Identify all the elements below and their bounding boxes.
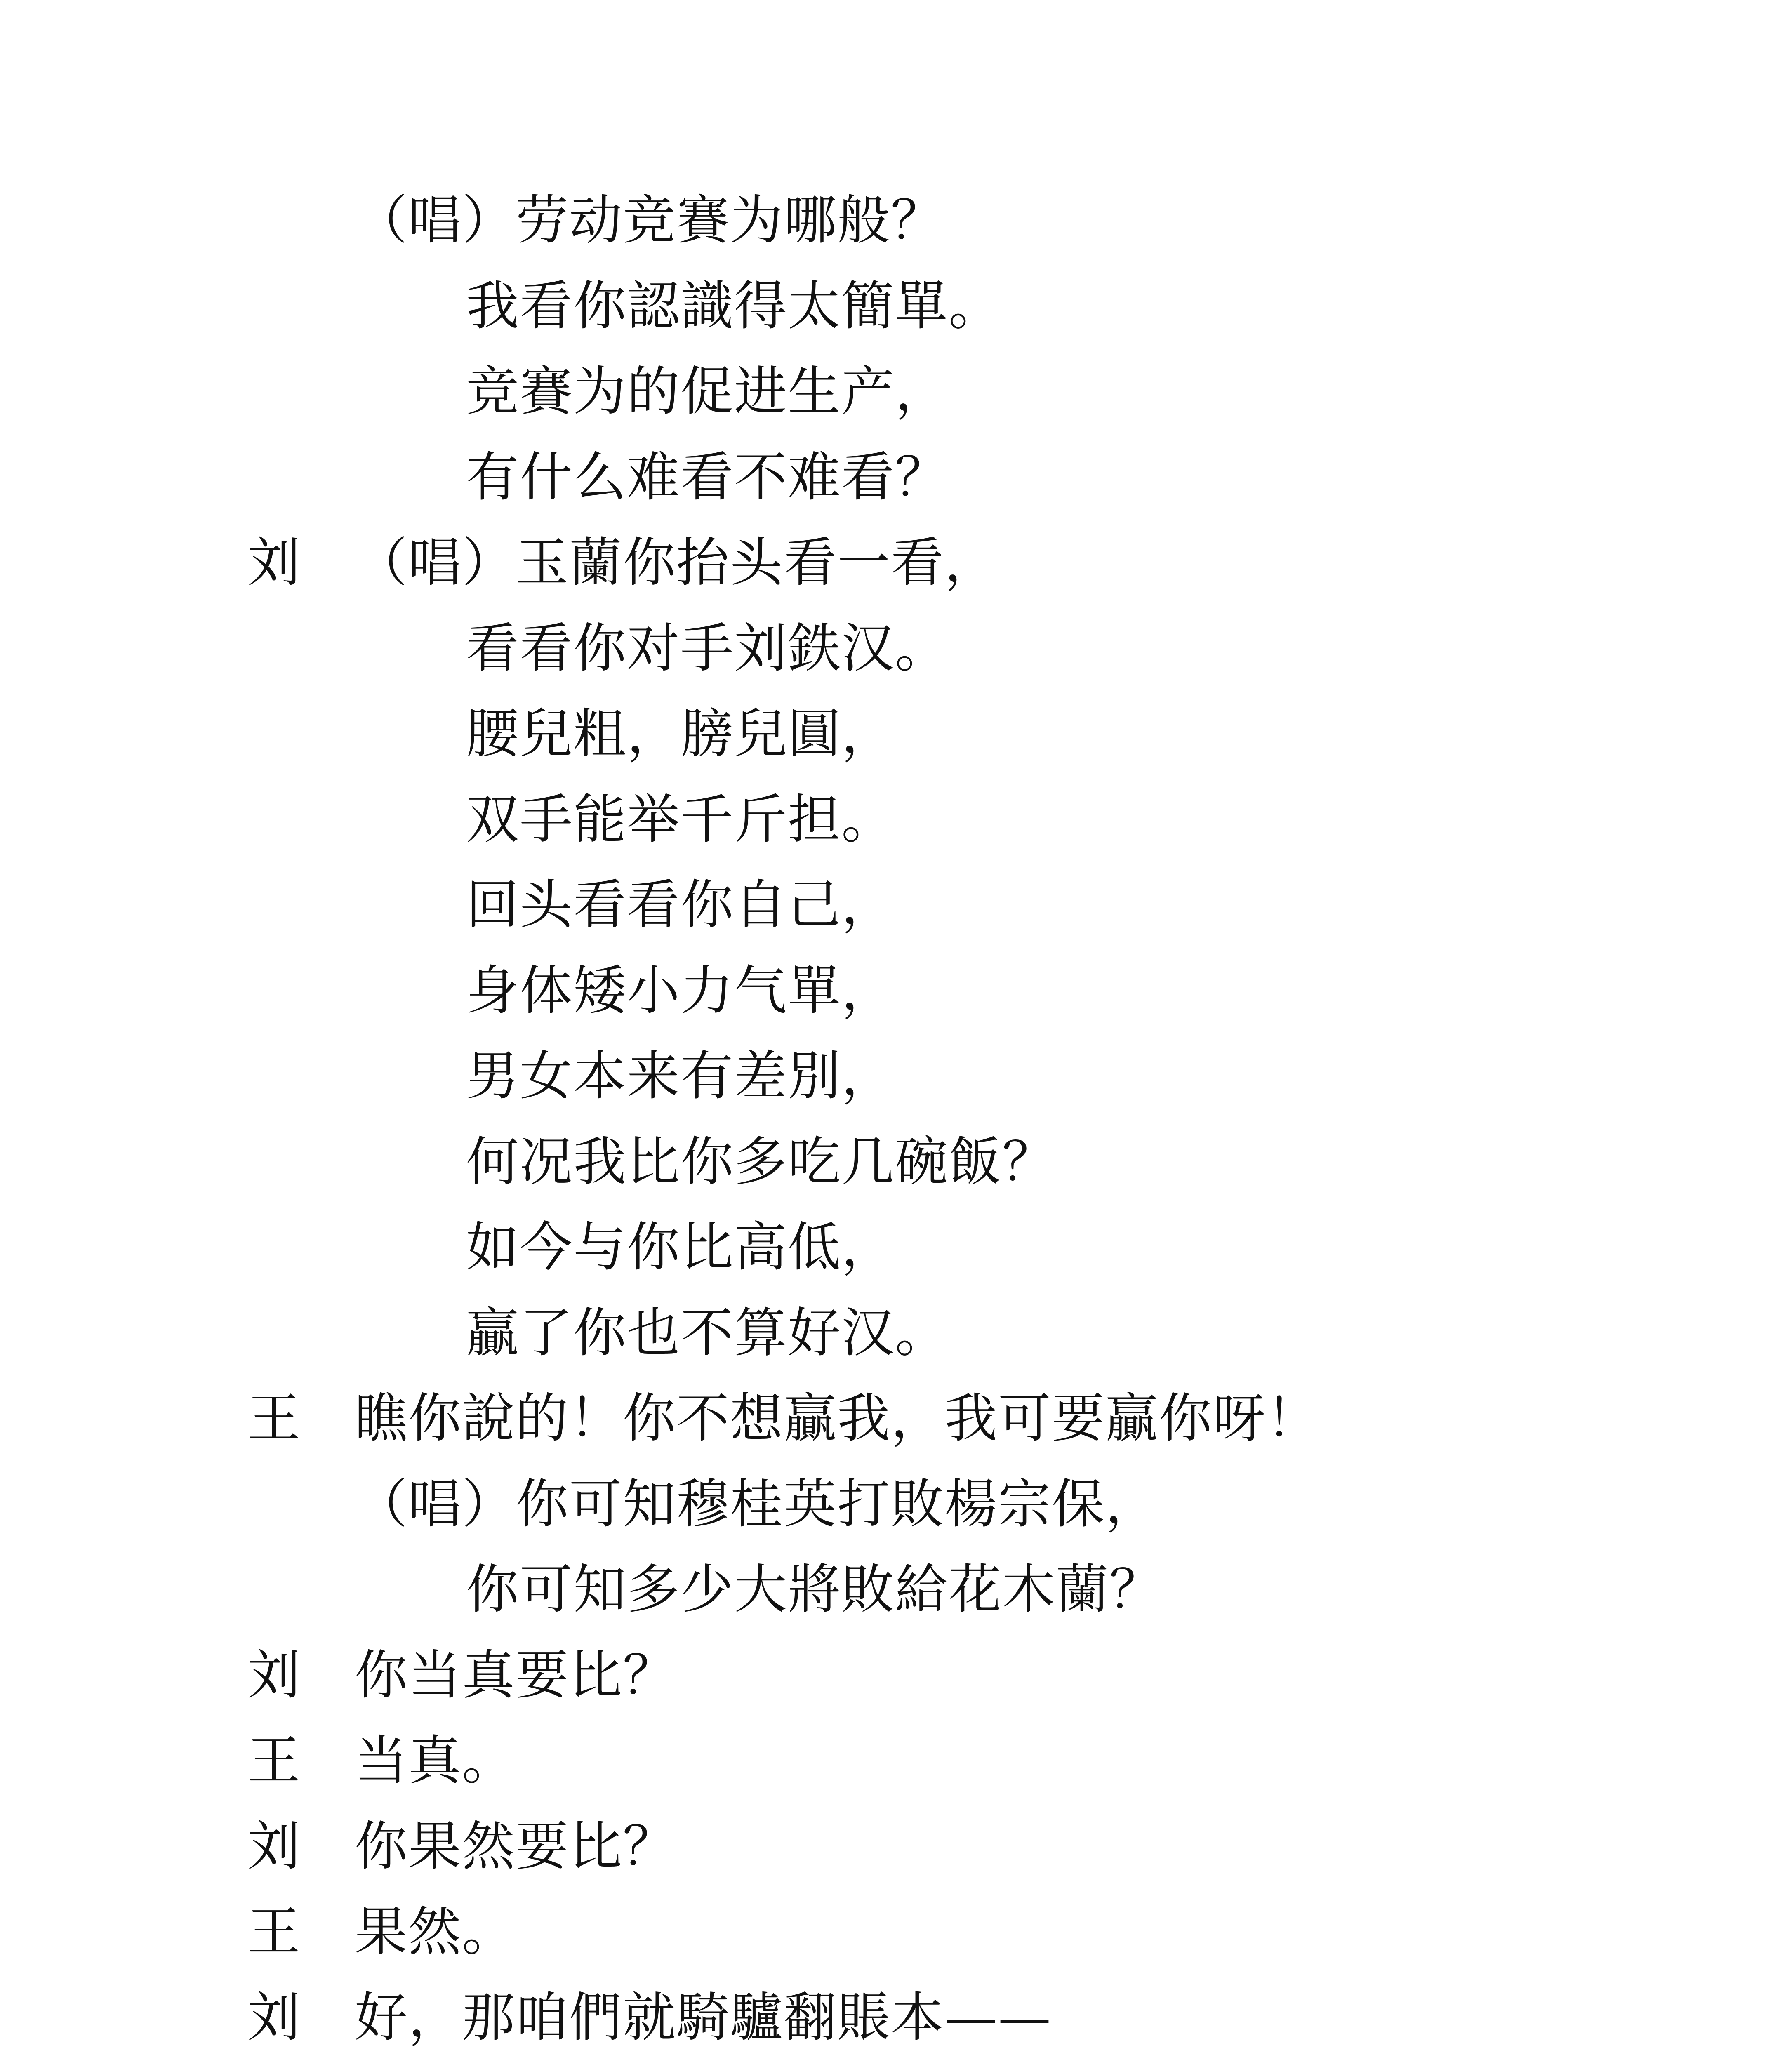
speaker-label: 刘 <box>247 532 301 593</box>
dialogue-line: 贏了你也不算好汉。 <box>466 1302 949 1364</box>
dialogue-line: 腰兒粗，膀兒圓， <box>466 703 895 765</box>
speaker-label: 王 <box>247 1730 301 1791</box>
dialogue-line: 瞧你說的！你不想贏我，我可要贏你呀！ <box>355 1388 1320 1449</box>
speaker-label: 王 <box>247 1388 301 1449</box>
dialogue-line: （唱）玉蘭你抬头看一看， <box>355 532 998 593</box>
dialogue-line: （唱）你可知穆桂英打敗楊宗保， <box>355 1474 1159 1535</box>
dialogue-line: （唱）劳动竞賽为哪般？ <box>355 190 945 251</box>
dialogue-line: 何况我比你多吃几碗飯？ <box>466 1131 1056 1193</box>
dialogue-line: 竞賽为的促进生产， <box>466 361 949 422</box>
dialogue-line: 我看你認識得太簡單。 <box>466 275 1003 337</box>
dialogue-line: 你可知多少大將敗給花木蘭？ <box>466 1559 1163 1620</box>
dialogue-line: 有什么难看不难看？ <box>466 447 949 508</box>
dialogue-line: 身体矮小力气單， <box>466 960 895 1022</box>
dialogue-line: 双手能举千斤担。 <box>466 789 895 850</box>
speaker-label: 刘 <box>247 1816 301 1877</box>
dialogue-line: 你果然要比？ <box>355 1816 677 1877</box>
speaker-label: 刘 <box>247 1645 301 1706</box>
dialogue-line: 看看你对手刘鉄汉。 <box>466 618 949 679</box>
dialogue-line: 你当真要比？ <box>355 1645 677 1706</box>
dialogue-line: 好，那咱們就騎驢翻賬本—— <box>355 1987 1052 2048</box>
speaker-label: 王 <box>247 1901 301 1963</box>
dialogue-line: 当真。 <box>355 1730 516 1791</box>
dialogue-line: 果然。 <box>355 1901 516 1963</box>
speaker-label: 刘 <box>247 1987 301 2048</box>
dialogue-line: 男女本来有差別， <box>466 1045 895 1107</box>
dialogue-line: 回头看看你自己， <box>466 874 895 936</box>
dialogue-line: 如今与你比高低， <box>466 1217 895 1278</box>
